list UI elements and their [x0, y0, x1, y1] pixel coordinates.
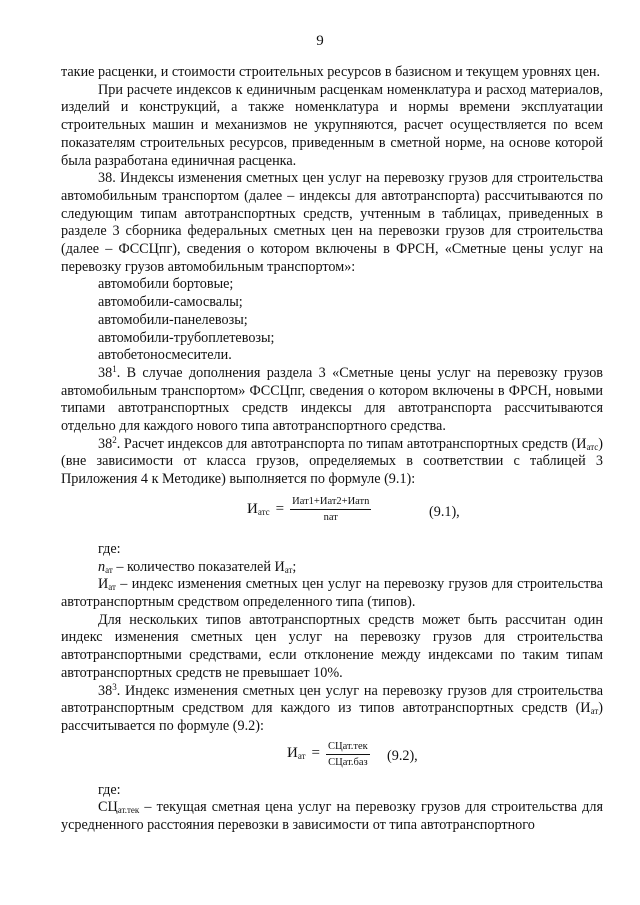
formula-denominator: nат	[323, 511, 338, 523]
formula-fraction	[326, 740, 370, 769]
list-item: автобетоносмесители.	[98, 347, 232, 364]
vehicle-type-list	[61, 276, 603, 365]
formula-denominator: СЦат.баз	[328, 756, 368, 768]
formula-9-1: $И_{атс}$ = $\frac{\text{Иат1+Иат2+Иатn}}{\text{nат}}$ (9.1),	[247, 495, 460, 523]
formula-number: (9.2),	[387, 747, 418, 764]
paragraph-38: 38. Индексы изменения сметных цен услуг на перевозку грузов для строительства автомобильным транспортом (далее – индексы для автотранспорта) рассчитываются по следующим типам автотранспортных средств, учтенным в таблицах, приведенных в разделе 3 сборника федеральных сметных цен на перевозки грузов для строительства (далее – ФССЦпг), сведения о котором включены в ФРСН, «Сметные цены услуг на перевозку грузов автомобильным транспортом»:	[61, 170, 603, 275]
page-number: 9	[316, 33, 324, 49]
list-item: автомобили-трубоплетевозы;	[98, 329, 275, 346]
where-label: где:	[98, 540, 121, 557]
paragraph-indices-calc: При расчете индексов к единичным расценкам номенклатура и расход материалов, изделий и конструкций, а также номенклатура и нормы времени эксплуатации строительных машин и механизмов не укрупняются, расчет осуществляется по всем показателям строительных ресурсов, приведенным в сметной норме, на основе которой была разработана единичная расценка.	[61, 81, 603, 169]
formula-number: (9.1),	[429, 503, 460, 520]
definition-sc-at-tek: $СЦ_{ат.тек}$ – текущая сметная цена услуг на перевозку грузов для строительства для усредненного расстояния перевозки в зависимости от типа автотранспортного	[61, 799, 603, 834]
paragraph-38-2: $38^2$. Расчет индексов для автотранспорта по типам автотранспортных средств $(И_{атс})$ (вне зависимости от класса грузов, определяемых в соответствии с таблицей 3 Приложения 4 к Методике) выполняется по формуле (9.1):	[61, 434, 603, 488]
definition-n-at: $n_{ат}$ – количество показателей $И_{ат}$;	[98, 558, 297, 575]
paragraph-multiple-types: Для нескольких типов автотранспортных средств может быть рассчитан один индекс изменения сметных цен услуг на перевозку грузов для строительства автотранспортными средствами, если отклонение между индексами по таким типам автотранспортных средств не превышает 10%.	[61, 611, 603, 681]
formula-numerator: СЦат.тек	[326, 740, 370, 755]
paragraph-38-1: $38^1$. В случае дополнения раздела 3 «Сметные цены услуг на перевозку грузов автомобильным транспортом» ФССЦпг, сведения о котором включены в ФРСН, новыми типами автотранспортных средств индексы для автотранспорта рассчитываются отдельно для каждого нового типа автотранспортного средства.	[61, 363, 603, 435]
formula-lhs: $И_{атс}$	[247, 500, 270, 517]
where-label: где:	[98, 781, 121, 798]
paragraph-38-3: $38^3$. Индекс изменения сметных цен услуг на перевозку грузов для строительства автотранспортным средством для каждого из типов автотранспортных средств $(И_{ат})$ рассчитывается по формуле (9.2):	[61, 681, 603, 734]
list-item: автомобили-самосвалы;	[98, 294, 243, 311]
paragraph-continuation: такие расценки, и стоимости строительных ресурсов в базисном и текущем уровнях цен.	[61, 64, 601, 80]
list-item: автомобили бортовые;	[98, 276, 234, 293]
definition-i-at: $И_{ат}$ – индекс изменения сметных цен услуг на перевозку грузов для строительства автотранспортным средством определенного типа (типов).	[61, 576, 603, 610]
document-body	[61, 64, 603, 835]
formula-fraction	[290, 495, 371, 524]
formula-9-2: $И_{ат}$ = $\frac{\text{СЦат.тек}}{\text{СЦат.баз}}$ (9.2),	[287, 740, 418, 768]
formula-numerator: Иат1+Иат2+Иатn	[290, 495, 371, 510]
formula-lhs: $И_{ат}$	[287, 745, 306, 762]
list-item: автомобили-панелевозы;	[98, 311, 248, 328]
